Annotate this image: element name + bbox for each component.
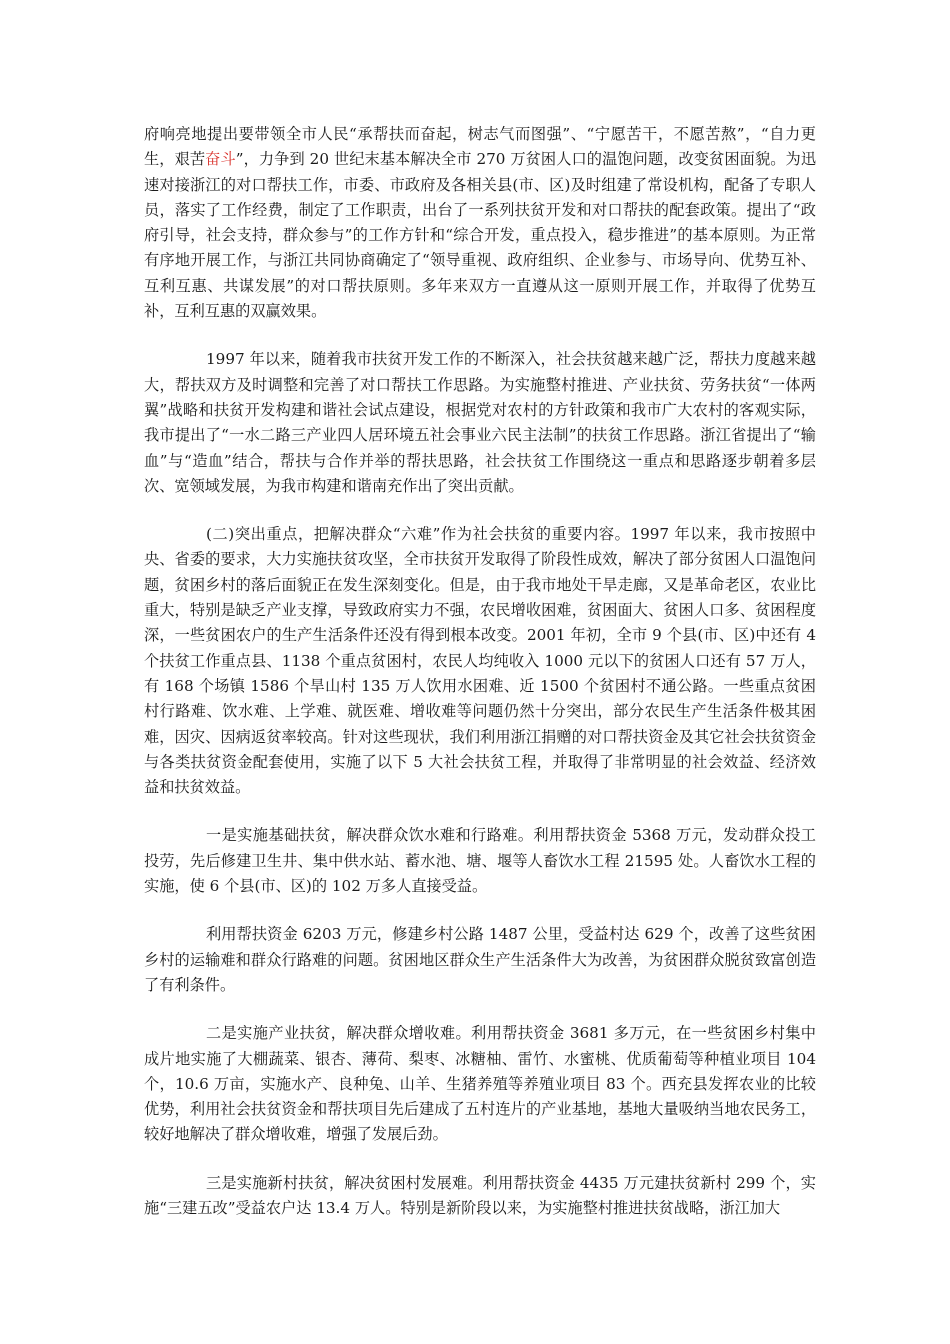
hyperlink-fendou[interactable]: 奋斗 xyxy=(205,150,236,169)
paragraph-1-text-after: ”，力争到 20 世纪末基本解决全市 270 万贫困人口的温饱问题，改变贫困面貌。为迅速对接浙江的对口帮扶工作，市委、市政府及各相关县(市、区)及时组建了常设机构，配备了专职人员，落实了工作经费，制定了工作职责，出台了一系列扶贫开发和对口帮扶的配套政策。提出了“政府引导，社会支持，群众参与”的工作方针和“综合开发，重点投入，稳步推进”的基本原则。为正常有序地开展工作，与浙江共同协商确定了“领导重视、政府组织、企业参与、市场导向、优势互补、互利互惠、共谋发展”的对口帮扶原则。多年来双方一直遵从这一原则开展工作，并取得了优势互补，互利互惠的双赢效果。 xyxy=(144,150,817,321)
paragraph-1 xyxy=(144,122,816,324)
paragraph-4: 一是实施基础扶贫，解决群众饮水难和行路难。利用帮扶资金 5368 万元，发动群众投工投劳，先后修建卫生井、集中供水站、蓄水池、塘、堰等人畜饮水工程 21595 处。人畜饮水工程的实施，使 6 个县(市、区)的 102 万多人直接受益。 xyxy=(144,826,816,896)
paragraph-2: 1997 年以来，随着我市扶贫开发工作的不断深入，社会扶贫越来越广泛，帮扶力度越来越大，帮扶双方及时调整和完善了对口帮扶工作思路。为实施整村推进、产业扶贫、劳务扶贫“一体两翼”战略和扶贫开发构建和谐社会试点建设，根据党对农村的方针政策和我市广大农村的客观实际，我市提出了“一水二路三产业四人居环境五社会事业六民主法制”的扶贫工作思路。浙江省提出了“输血”与“造血”结合，帮扶与合作并举的帮扶思路，社会扶贫工作围绕这一重点和思路逐步朝着多层次、宽领域发展，为我市构建和谐南充作出了突出贡献。 xyxy=(144,350,816,495)
paragraph-7: 三是实施新村扶贫，解决贫困村发展难。利用帮扶资金 4435 万元建扶贫新村 299 个，实施“三建五改”受益农户达 13.4 万人。特别是新阶段以来，为实施整村推进扶贫战略，浙江加大 xyxy=(144,1173,816,1217)
paragraph-5: 利用帮扶资金 6203 万元，修建乡村公路 1487 公里，受益村达 629 个，改善了这些贫困乡村的运输难和群众行路难的问题。贫困地区群众生产生活条件大为改善，为贫困群众脱贫致富创造了有利条件。 xyxy=(144,925,816,994)
paragraph-3: (二)突出重点，把解决群众“六难”作为社会扶贫的重要内容。1997 年以来，我市按照中央、省委的要求，大力实施扶贫攻坚，全市扶贫开发取得了阶段性成效，解决了部分贫困人口温饱问题，贫困乡村的落后面貌正在发生深刻变化。但是，由于我市地处干旱走廊，又是革命老区，农业比重大，特别是缺乏产业支撑，导致政府实力不强，农民增收困难，贫困面大、贫困人口多、贫困程度深，一些贫困农户的生产生活条件还没有得到根本改变。2001 年初，全市 9 个县(市、区)中还有 4 个扶贫工作重点县、1138 个重点贫困村，农民人均纯收入 1000 元以下的贫困人口还有 57 万人，有 168 个场镇 1586 个旱山村 135 万人饮用水困难、近 1500 个贫困村不通公路。一些重点贫困村行路难、饮水难、上学难、就医难、增收难等问题仍然十分突出，部分农民生产生活条件极其困难，因灾、因病返贫率较高。针对这些现状，我们利用浙江捐赠的对口帮扶资金及其它社会扶贫资金与各类扶贫资金配套使用，实施了以下 5 大社会扶贫工程，并取得了非常明显的社会效益、经济效益和扶贫效益。 xyxy=(144,525,816,797)
document-body xyxy=(144,122,816,1244)
paragraph-6: 二是实施产业扶贫，解决群众增收难。利用帮扶资金 3681 多万元，在一些贫困乡村集中成片地实施了大棚蔬菜、银杏、薄荷、梨枣、冰糖柚、雷竹、水蜜桃、优质葡萄等种植业项目 104 个，10.6 万亩，实施水产、良种兔、山羊、生猪养殖等养殖业项目 83 个。西充县发挥农业的比较优势，利用社会扶贫资金和帮扶项目先后建成了五村连片的产业基地，基地大量吸纳当地农民务工，较好地解决了群众增收难，增强了发展后劲。 xyxy=(144,1024,816,1144)
paragraph-1-text-before: 府响亮地提出要带领全市人民“承帮扶而奋起，树志气而图强”、“宁愿苦干，不愿苦熬”，“自力更生，艰苦 xyxy=(144,125,816,169)
